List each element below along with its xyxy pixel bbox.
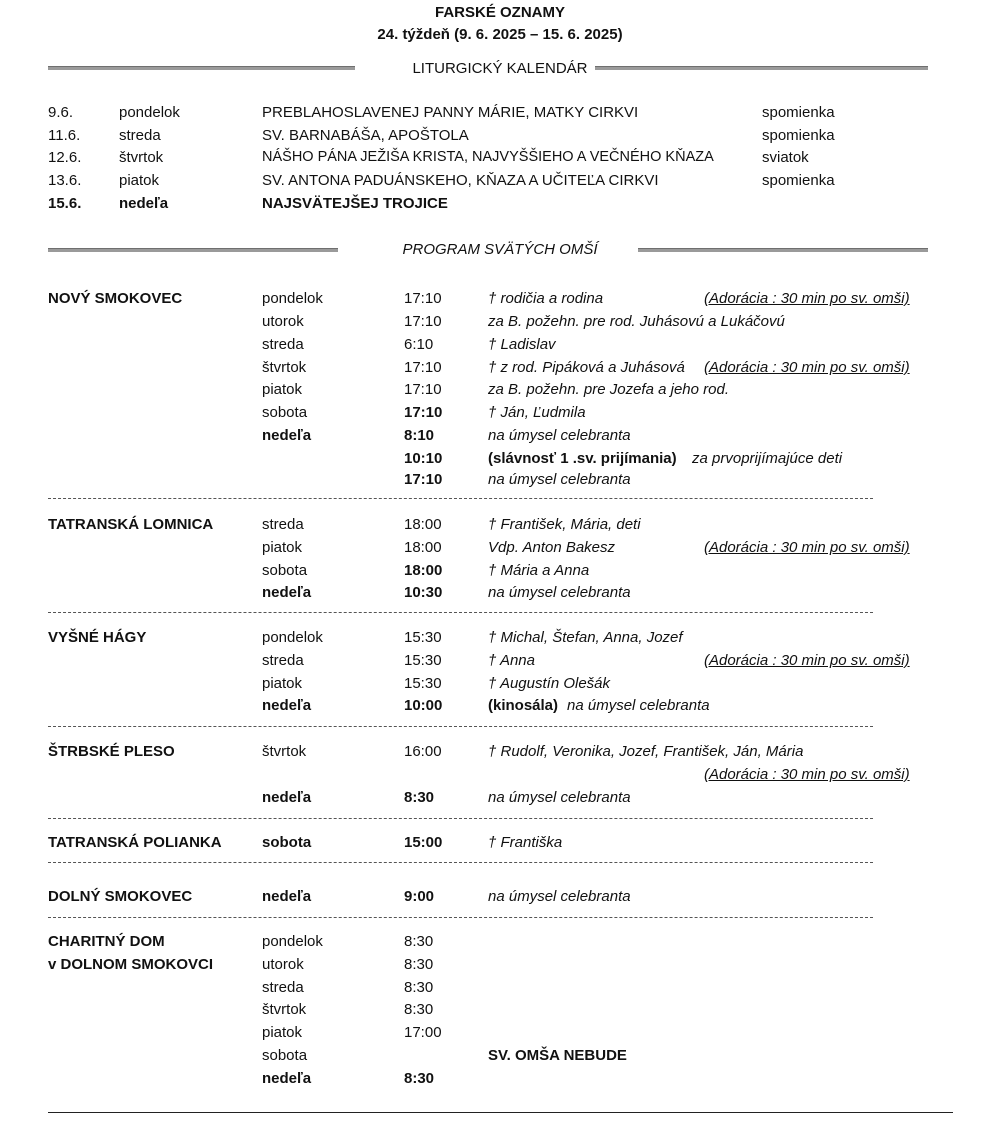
mass-program-label: PROGRAM SVÄTÝCH OMŠÍ	[402, 241, 598, 258]
parish-name: VYŠNÉ HÁGY	[48, 629, 147, 646]
mass-location-note: (kinosála)	[488, 697, 559, 714]
mass-day: štvrtok	[262, 359, 307, 376]
adoration-note: (Adorácia : 30 min po sv. omši)	[704, 359, 910, 376]
mass-time: 10:30	[404, 584, 443, 601]
mass-time: 17:10	[404, 313, 442, 330]
dashed-separator	[48, 498, 873, 499]
mass-time: 15:00	[404, 834, 443, 851]
mass-intention: na úmysel celebranta	[488, 471, 631, 488]
mass-intention: za prvoprijímajúce deti	[692, 450, 843, 467]
mass-day: utorok	[262, 956, 304, 973]
mass-intention: za B. požehn. pre rod. Juhásovú a Lukáčovú	[488, 313, 785, 330]
dashed-separator	[48, 818, 873, 819]
mass-time: 10:10	[404, 450, 443, 467]
mass-day: nedeľa	[262, 789, 312, 806]
parish-name: DOLNÝ SMOKOVEC	[48, 888, 193, 905]
liturgical-date: 13.6.	[48, 172, 82, 189]
liturgical-rank: spomienka	[762, 172, 835, 189]
liturgical-calendar-label: LITURGICKÝ KALENDÁR	[412, 60, 588, 77]
mass-intention: na úmysel celebranta	[488, 427, 631, 444]
parish-name: ŠTRBSKÉ PLESO	[48, 743, 175, 760]
mass-time: 16:00	[404, 743, 442, 760]
mass-time: 17:10	[404, 359, 442, 376]
mass-time: 8:10	[404, 427, 435, 444]
mass-day: piatok	[262, 675, 303, 692]
mass-time: 18:00	[404, 562, 443, 579]
mass-intention: † rodičia a rodina	[488, 290, 604, 307]
mass-time: 10:00	[404, 697, 443, 714]
mass-day: piatok	[262, 381, 303, 398]
mass-day: utorok	[262, 313, 304, 330]
mass-time: 8:30	[404, 956, 434, 973]
divider-right	[638, 248, 928, 252]
mass-time: 8:30	[404, 1070, 435, 1087]
mass-time: 15:30	[404, 652, 442, 669]
mass-time: 9:00	[404, 888, 435, 905]
mass-intention: † Mária a Anna	[488, 562, 590, 579]
mass-time: 18:00	[404, 539, 442, 556]
liturgical-day: štvrtok	[119, 149, 164, 166]
liturgical-day: nedeľa	[119, 195, 169, 212]
liturgical-feast: NAJSVÄTEJŠEJ TROJICE	[262, 195, 448, 212]
liturgical-date: 15.6.	[48, 195, 82, 212]
parish-name-line2: v DOLNOM SMOKOVCI	[48, 956, 214, 973]
mass-day: nedeľa	[262, 427, 312, 444]
mass-time: 17:10	[404, 290, 442, 307]
mass-day: nedeľa	[262, 888, 312, 905]
liturgical-feast: SV. ANTONA PADUÁNSKEHO, KŇAZA A UČITEĽA CIRKVI	[262, 172, 659, 189]
mass-day: streda	[262, 336, 304, 353]
liturgical-day: streda	[119, 127, 161, 144]
mass-time: 8:30	[404, 1001, 434, 1018]
mass-intention: † Ladislav	[488, 336, 556, 353]
mass-intention: na úmysel celebranta	[488, 888, 631, 905]
mass-day: pondelok	[262, 290, 323, 307]
mass-day: nedeľa	[262, 1070, 312, 1087]
dashed-separator	[48, 726, 873, 727]
bottom-rule	[48, 1112, 953, 1113]
mass-time: 17:10	[404, 404, 443, 421]
mass-intention: na úmysel celebranta	[567, 697, 710, 714]
mass-day: pondelok	[262, 933, 323, 950]
liturgical-date: 12.6.	[48, 149, 82, 166]
mass-occasion: (slávnosť 1 .sv. prijímania)	[488, 450, 677, 467]
mass-time: 18:00	[404, 516, 442, 533]
adoration-note: (Adorácia : 30 min po sv. omši)	[704, 766, 910, 783]
adoration-note: (Adorácia : 30 min po sv. omši)	[704, 539, 910, 556]
mass-intention: † Rudolf, Veronika, Jozef, František, Ján, Mária	[488, 743, 804, 760]
mass-intention: na úmysel celebranta	[488, 789, 631, 806]
mass-day: streda	[262, 516, 304, 533]
mass-intention: † z rod. Pipáková a Juhásová	[488, 359, 685, 376]
mass-day: streda	[262, 652, 304, 669]
mass-day: nedeľa	[262, 697, 312, 714]
mass-day: štvrtok	[262, 1001, 307, 1018]
mass-day: piatok	[262, 539, 303, 556]
mass-time: 8:30	[404, 933, 434, 950]
liturgical-rank: sviatok	[762, 149, 809, 166]
mass-day: sobota	[262, 562, 308, 579]
parish-name: TATRANSKÁ POLIANKA	[48, 834, 222, 851]
page-title: FARSKÉ OZNAMY	[434, 4, 565, 21]
liturgical-feast: PREBLAHOSLAVENEJ PANNY MÁRIE, MATKY CIRKVI	[262, 104, 639, 121]
parish-name: CHARITNÝ DOM	[48, 933, 165, 950]
mass-day: streda	[262, 979, 304, 996]
mass-time: 17:10	[404, 471, 443, 488]
liturgical-date: 11.6.	[48, 127, 81, 144]
adoration-note: (Adorácia : 30 min po sv. omši)	[704, 652, 910, 669]
mass-intention: za B. požehn. pre Jozefa a jeho rod.	[488, 381, 729, 398]
parish-name: TATRANSKÁ LOMNICA	[48, 516, 214, 533]
parish-name: NOVÝ SMOKOVEC	[48, 290, 183, 307]
mass-day: sobota	[262, 834, 312, 851]
mass-intention: † Ján, Ľudmila	[488, 404, 586, 421]
liturgical-feast: NÁŠHO PÁNA JEŽIŠA KRISTA, NAJVYŠŠIEHO A VEČNÉHO KŇAZA	[262, 149, 714, 165]
adoration-note: (Adorácia : 30 min po sv. omši)	[704, 290, 910, 307]
mass-day: sobota	[262, 1047, 308, 1064]
mass-time: 17:10	[404, 381, 442, 398]
liturgical-rank: spomienka	[762, 104, 835, 121]
mass-time: 17:00	[404, 1024, 442, 1041]
mass-intention: † František, Mária, deti	[488, 516, 641, 533]
liturgical-rank: spomienka	[762, 127, 835, 144]
mass-intention: † Michal, Štefan, Anna, Jozef	[488, 629, 683, 646]
mass-day: nedeľa	[262, 584, 312, 601]
mass-time: 6:10	[404, 336, 434, 353]
mass-day: pondelok	[262, 629, 323, 646]
mass-time: 8:30	[404, 789, 435, 806]
mass-day: piatok	[262, 1024, 303, 1041]
liturgical-day: pondelok	[119, 104, 180, 121]
liturgical-day: piatok	[119, 172, 160, 189]
liturgical-feast: SV. BARNABÁŠA, APOŠTOLA	[262, 127, 469, 144]
mass-time: 15:30	[404, 629, 442, 646]
mass-time: 8:30	[404, 979, 434, 996]
no-mass-notice: SV. OMŠA NEBUDE	[488, 1047, 627, 1064]
mass-day: štvrtok	[262, 743, 307, 760]
divider-right	[595, 66, 928, 70]
mass-intention: na úmysel celebranta	[488, 584, 631, 601]
mass-intention: Vdp. Anton Bakesz	[488, 539, 616, 556]
mass-intention: † Augustín Olešák	[488, 675, 611, 692]
dashed-separator	[48, 917, 873, 918]
mass-time: 15:30	[404, 675, 442, 692]
mass-day: sobota	[262, 404, 308, 421]
page-subtitle: 24. týždeň (9. 6. 2025 – 15. 6. 2025)	[377, 26, 623, 43]
mass-intention: † Anna	[488, 652, 535, 669]
dashed-separator	[48, 862, 873, 863]
mass-intention: † Františka	[488, 834, 563, 851]
liturgical-date: 9.6.	[48, 104, 74, 121]
dashed-separator	[48, 612, 873, 613]
